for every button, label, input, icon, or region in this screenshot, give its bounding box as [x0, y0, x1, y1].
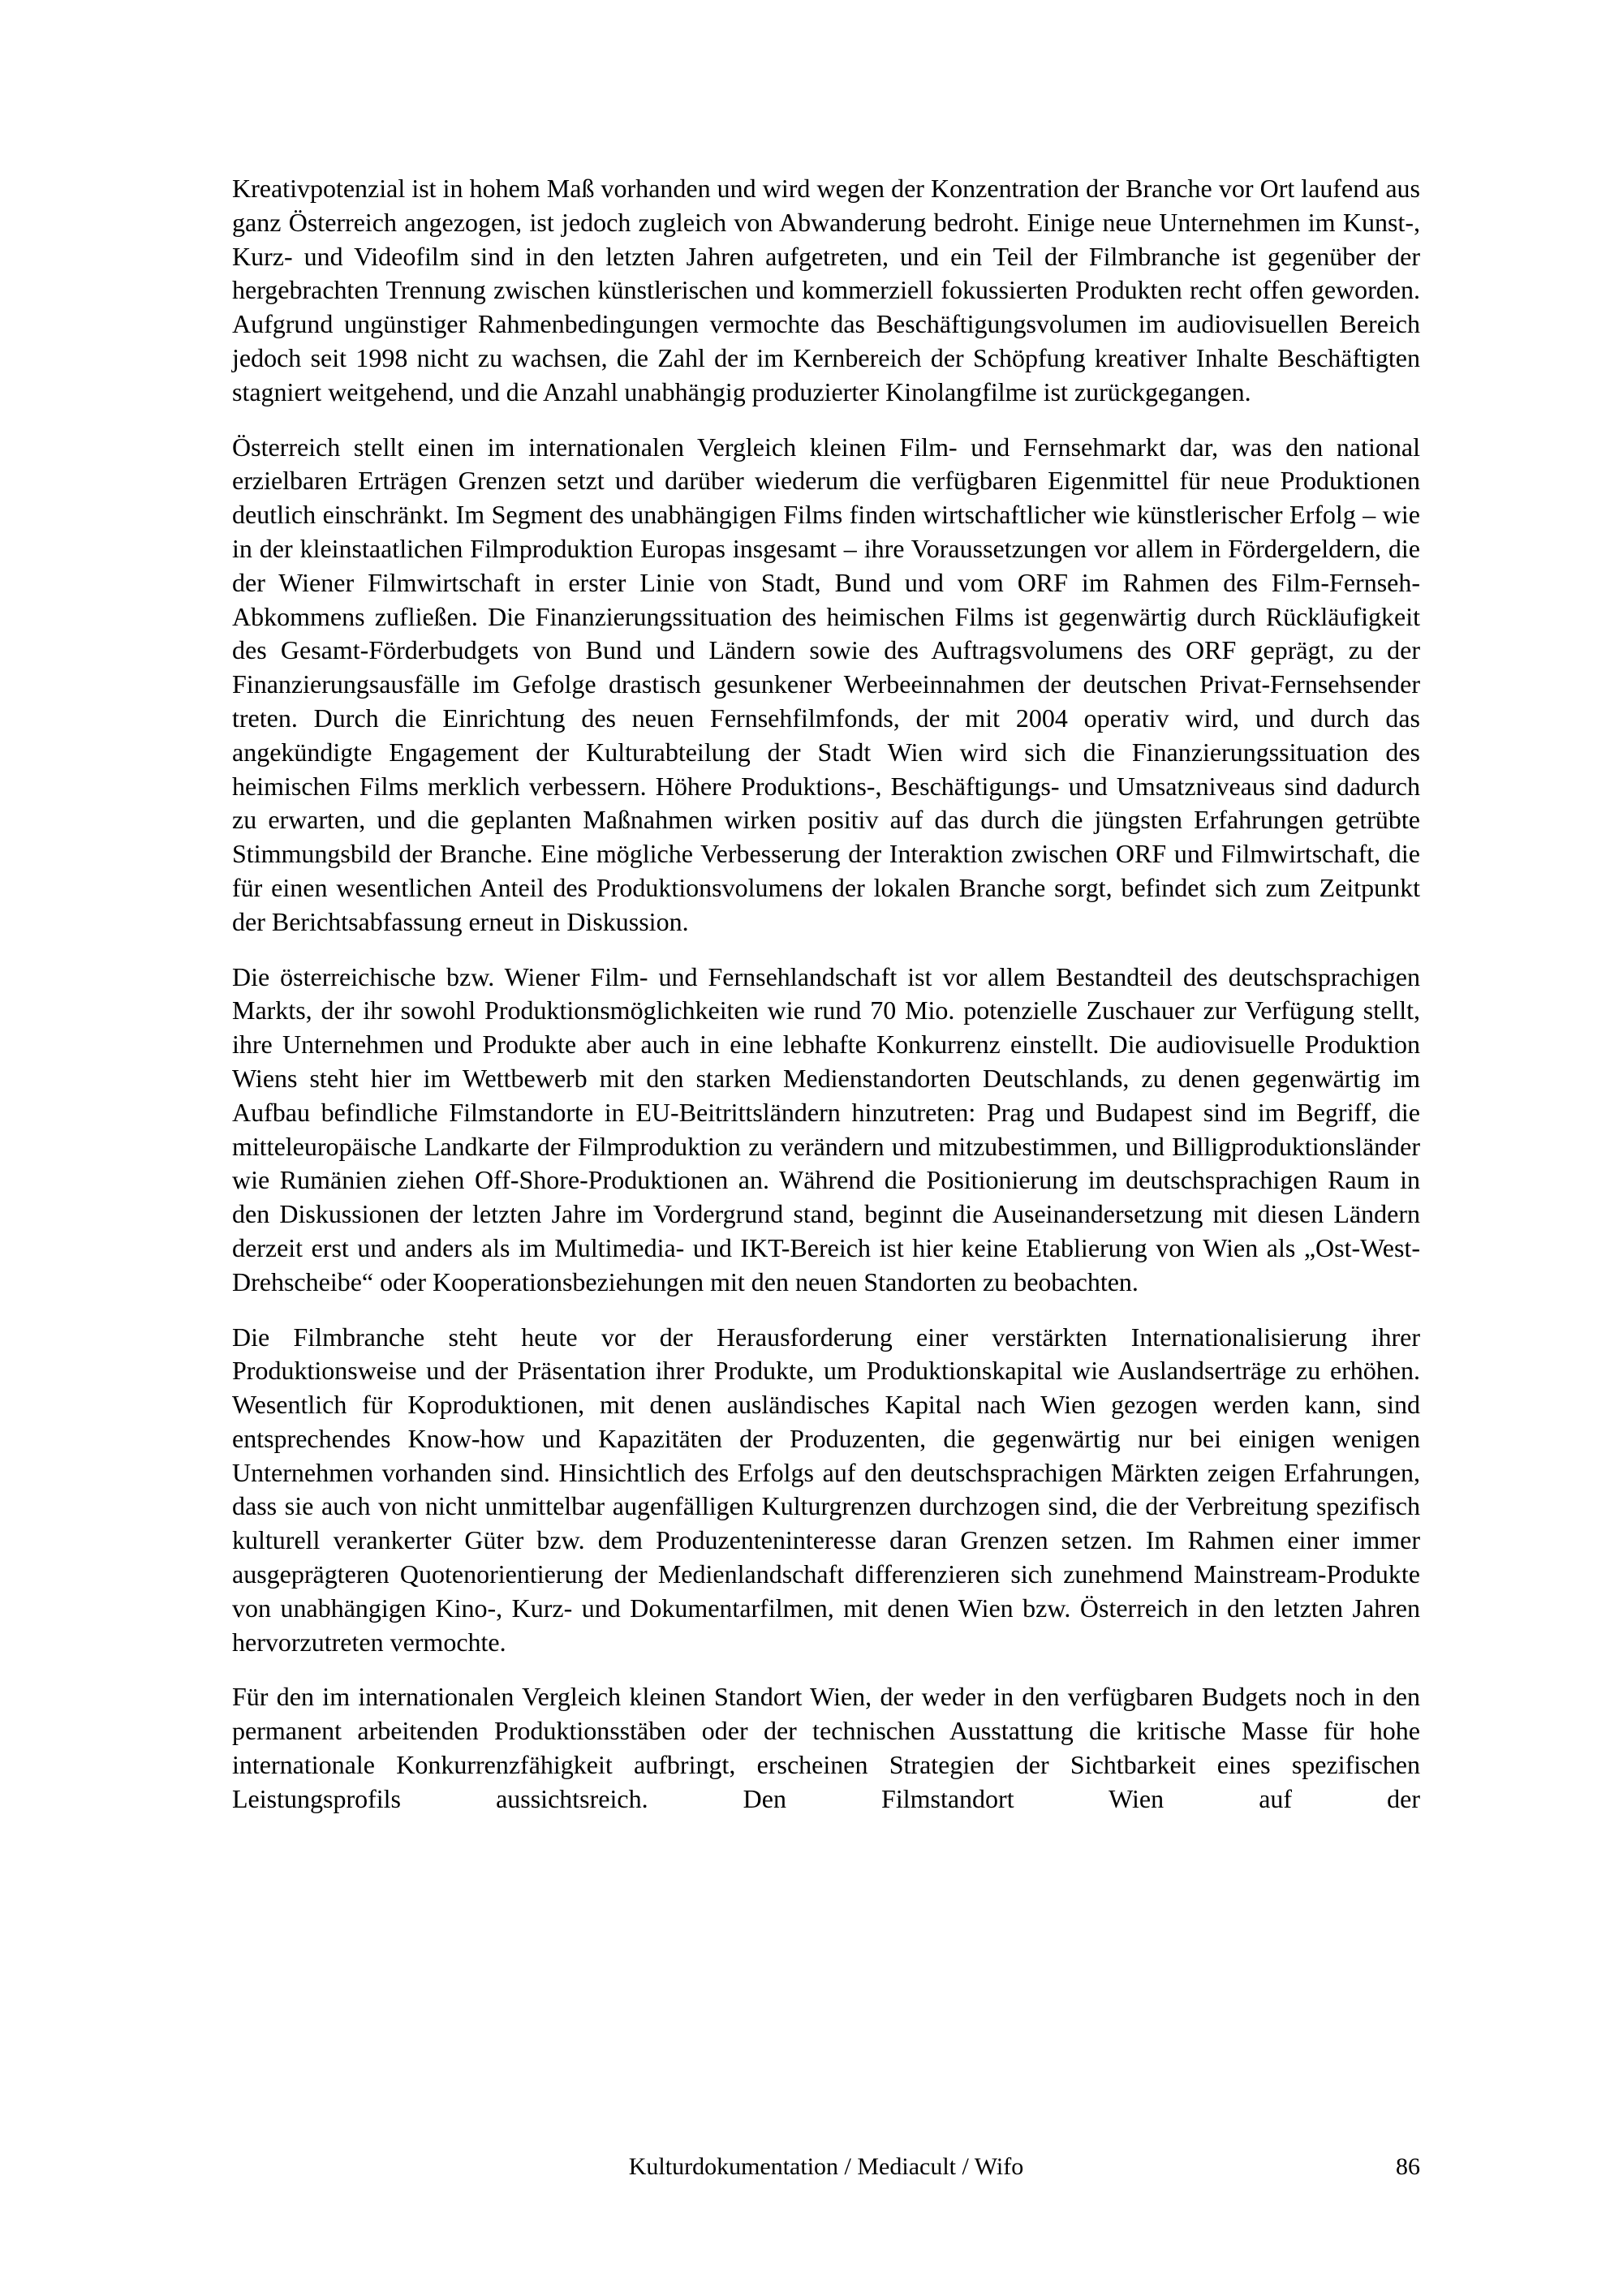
paragraph-3: Die österreichische bzw. Wiener Film- und Fernsehlandschaft ist vor allem Bestandteil des deutschsprachigen Markts, der ihr sowohl Produktionsmöglichkeiten wie rund 70 Mio. potenzielle Zuschauer zur Verfügung stellt, ihre Unternehmen und Produkte aber auch in eine lebhafte Konkurrenz einstellt. Die audiovisuelle Produktion Wiens steht hier im Wettbewerb mit den starken Medienstandorten Deutschlands, zu denen gegenwärtig im Aufbau befindliche Filmstandorte in EU-Beitrittsländern hinzutreten: Prag und Budapest sind im Begriff, die mitteleuropäische Landkarte der Filmproduktion zu verändern und mitzubestimmen, und Billigproduktionsländer wie Rumänien ziehen Off-Shore-Produktionen an. Während die Positionierung im deutschsprachigen Raum in den Diskussionen der letzten Jahre im Vordergrund stand, beginnt die Auseinandersetzung mit diesen Ländern derzeit erst und anders als im Multimedia- und IKT-Bereich ist hier keine Etablierung von Wien als „Ost-West-Drehscheibe“ oder Kooperationsbeziehungen mit den neuen Standorten zu beobachten.: [232, 961, 1420, 1296]
page-footer: [232, 2151, 1420, 2183]
paragraph-1: Kreativpotenzial ist in hohem Maß vorhanden und wird wegen der Konzentration der Branche vor Ort laufend aus ganz Österreich angezogen, ist jedoch zugleich von Abwanderung bedroht. Einige neue Unternehmen im Kunst-, Kurz- und Videofilm sind in den letzten Jahren aufgetreten, und ein Teil der Filmbranche ist gegenüber der hergebrachten Trennung zwischen künstlerischen und kommerziell fokussierten Produkten recht offen geworden. Aufgrund ungünstiger Rahmenbedingungen vermochte das Beschäftigungsvolumen im audiovisuellen Bereich jedoch seit 1998 nicht zu wachsen, die Zahl der im Kernbereich der Schöpfung kreativer Inhalte Beschäftigten stagniert weitgehend, und die Anzahl unabhängig produzierter Kinolangfilme ist zurückgegangen.: [232, 174, 1420, 406]
footer-source: Kulturdokumentation / Mediacult / Wifo: [628, 2153, 1024, 2180]
paragraph-5: Für den im internationalen Vergleich kleinen Standort Wien, der weder in den verfügbaren Budgets noch in den permanent arbeitenden Produktionsstäben oder der technischen Ausstattung die kritische Masse für hohe internationale Konkurrenzfähigkeit aufbringt, erscheinen Strategien der Sichtbarkeit eines spezifischen Leistungsprofils aussichtsreich. Den Filmstandort Wien auf der: [232, 1682, 1420, 1813]
page-number: 86: [1396, 2153, 1420, 2180]
paragraph-4: Die Filmbranche steht heute vor der Herausforderung einer verstärkten Internationalisierung ihrer Produktionsweise und der Präsentation ihrer Produkte, um Produktionskapital wie Auslandserträge zu erhöhen. Wesentlich für Koproduktionen, mit denen ausländisches Kapital nach Wien gezogen werden kann, sind entsprechendes Know-how und Kapazitäten der Produzenten, die gegenwärtig nur bei einigen wenigen Unternehmen vorhanden sind. Hinsichtlich des Erfolgs auf den deutschsprachigen Märkten zeigen Erfahrungen, dass sie auch von nicht unmittelbar augenfälligen Kulturgrenzen durchzogen sind, die der Verbreitung spezifisch kulturell verankerter Güter bzw. dem Produzenteninteresse daran Grenzen setzen. Im Rahmen einer immer ausgeprägteren Quotenorientierung der Medienlandschaft differenzieren sich zunehmend Mainstream-Produkte von unabhängigen Kino-, Kurz- und Dokumentarfilmen, mit denen Wien bzw. Österreich in den letzten Jahren hervorzutreten vermochte.: [232, 1322, 1420, 1657]
paragraph-2: Österreich stellt einen im internationalen Vergleich kleinen Film- und Fernsehmarkt dar, was den national erzielbaren Erträgen Grenzen setzt und darüber wiederum die verfügbaren Eigenmittel für neue Produktionen deutlich einschränkt. Im Segment des unabhängigen Films finden wirtschaftlicher wie künstlerischer Erfolg – wie in der kleinstaatlichen Filmproduktion Europas insgesamt – ihre Voraussetzungen vor allem in Fördergeldern, die der Wiener Filmwirtschaft in erster Linie von Stadt, Bund und vom ORF im Rahmen des Film-Fernseh-Abkommens zufließen. Die Finanzierungssituation des heimischen Films ist gegenwärtig durch Rückläufigkeit des Gesamt-Förderbudgets von Bund und Ländern sowie des Auftragsvolumens des ORF geprägt, zu der Finanzierungsausfälle im Gefolge drastisch gesunkener Werbeeinnahmen der deutschen Privat-Fernsehsender treten. Durch die Einrichtung des neuen Fernsehfilmfonds, der mit 2004 operativ wird, und durch das angekündigte Engagement der Kulturabteilung der Stadt Wien wird sich die Finanzierungssituation des heimischen Films merklich verbessern. Höhere Produktions-, Beschäftigungs- und Umsatzniveaus sind dadurch zu erwarten, und die geplanten Maßnahmen wirken positiv auf das durch die jüngsten Erfahrungen getrübte Stimmungsbild der Branche. Eine mögliche Verbesserung der Interaktion zwischen ORF und Filmwirtschaft, die für einen wesentlichen Anteil des Produktionsvolumens der lokalen Branche sorgt, befindet sich zum Zeitpunkt der Berichtsabfassung erneut in Diskussion.: [232, 432, 1420, 936]
body-text: [232, 172, 1420, 1817]
